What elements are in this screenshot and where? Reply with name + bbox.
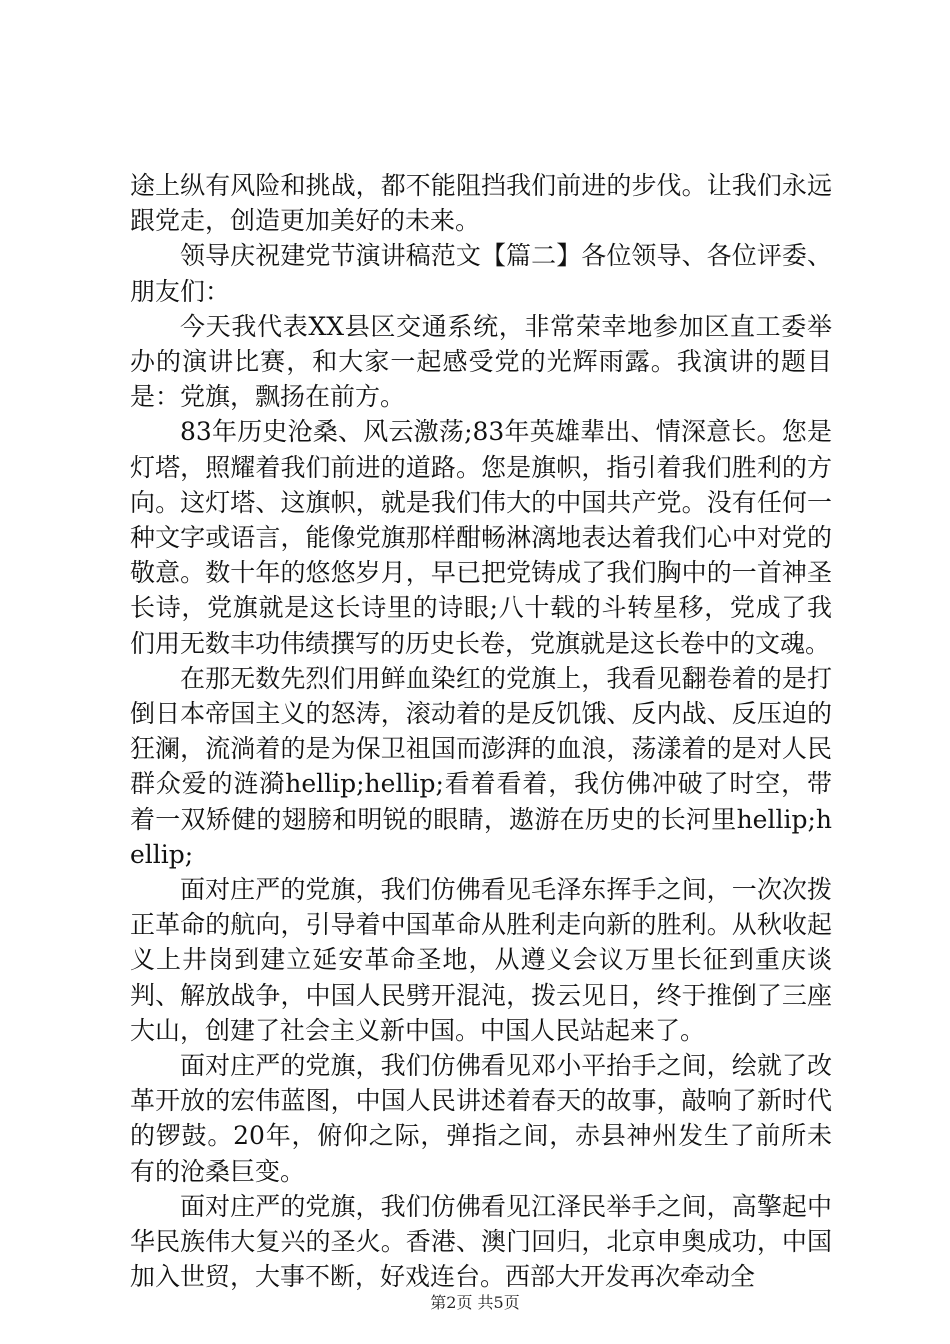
paragraph-section-heading: 领导庆祝建党节演讲稿范文【篇二】各位领导、各位评委、朋友们：	[130, 241, 832, 306]
paragraph-continuation: 途上纵有风险和挑战，都不能阻挡我们前进的步伐。让我们永远跟党走，创造更加美好的未来。	[130, 171, 832, 236]
paragraph-history: 83年历史沧桑、风云激荡;83年英雄辈出、情深意长。您是灯塔，照耀着我们前进的道路。您是旗帜，指引着我们胜利的方向。这灯塔、这旗帜，就是我们伟大的中国共产党。没有任何一种文字或语言，能像党旗那样酣畅淋漓地表达着我们心中对党的敬意。数十年的悠悠岁月，早已把党铸成了我们胸中的一首神圣长诗，党旗就是这长诗里的诗眼;八十载的斗转星移，党成了我们用无数丰功伟绩撰写的历史长卷，党旗就是这长卷中的文魂。	[130, 417, 832, 658]
paragraph-mao: 面对庄严的党旗，我们仿佛看见毛泽东挥手之间，一次次拨正革命的航向，引导着中国革命从胜利走向新的胜利。从秋收起义上井岗到建立延安革命圣地，从遵义会议万里长征到重庆谈判、解放战争，中国人民劈开混沌，拨云见日，终于推倒了三座大山，创建了社会主义新中国。中国人民站起来了。	[130, 875, 832, 1045]
paragraph-deng: 面对庄严的党旗，我们仿佛看见邓小平抬手之间，绘就了改革开放的宏伟蓝图，中国人民讲述着春天的故事，敲响了新时代的锣鼓。20年，俯仰之际，弹指之间，赤县神州发生了前所未有的沧桑巨变。	[130, 1051, 832, 1186]
paragraph-intro: 今天我代表XX县区交通系统，非常荣幸地参加区直工委举办的演讲比赛，和大家一起感受党的光辉雨露。我演讲的题目是：党旗，飘扬在前方。	[130, 311, 832, 412]
document-body	[130, 168, 832, 1295]
paragraph-jiang: 面对庄严的党旗，我们仿佛看见江泽民举手之间，高擎起中华民族伟大复兴的圣火。香港、澳门回归，北京申奥成功，中国加入世贸，大事不断，好戏连台。西部大开发再次牵动全	[130, 1191, 832, 1292]
page-number-footer: 第2页 共5页	[430, 1293, 520, 1312]
paragraph-martyrs: 在那无数先烈们用鲜血染红的党旗上，我看见翻卷着的是打倒日本帝国主义的怒涛，滚动着的是反饥饿、反内战、反压迫的狂澜，流淌着的是为保卫祖国而澎湃的血浪，荡漾着的是对人民群众爱的涟漪hellip;hellip;看着看着，我仿佛冲破了时空，带着一双矫健的翅膀和明锐的眼睛，遨游在历史的长河里hellip;hellip;	[130, 663, 832, 869]
